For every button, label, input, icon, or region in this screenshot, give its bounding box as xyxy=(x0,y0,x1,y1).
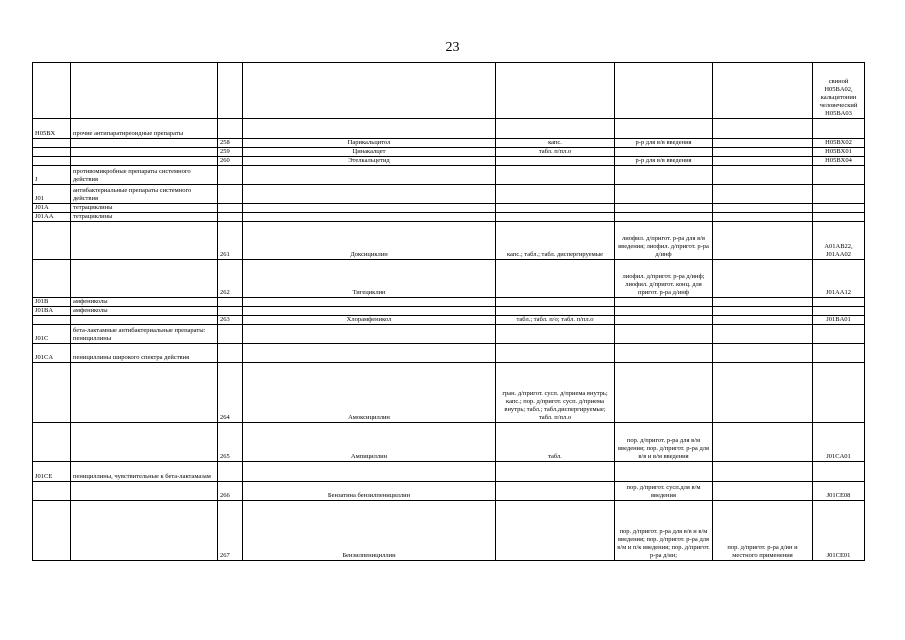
other-form-cell xyxy=(713,157,813,166)
group-description-cell xyxy=(71,157,218,166)
group-description-cell xyxy=(71,222,218,260)
atc-group-code-cell xyxy=(33,423,71,462)
atc-group-code-cell: J01BA xyxy=(33,307,71,316)
atc-code-cell xyxy=(813,325,865,344)
atc-code-cell: A01AB22, J01AA02 xyxy=(813,222,865,260)
row-number-cell xyxy=(218,166,243,185)
other-form-cell xyxy=(713,363,813,423)
atc-code-cell: J01CE01 xyxy=(813,501,865,561)
injection-form-cell xyxy=(615,185,713,204)
atc-code-cell xyxy=(813,344,865,363)
injection-form-cell xyxy=(615,204,713,213)
drug-name-cell: Ампициллин xyxy=(243,423,496,462)
row-number-cell xyxy=(218,119,243,139)
row-number-cell xyxy=(218,344,243,363)
table-row xyxy=(33,482,865,501)
other-form-cell xyxy=(713,462,813,482)
other-form-cell xyxy=(713,298,813,307)
drug-name-cell xyxy=(243,298,496,307)
dosage-form-cell xyxy=(496,185,615,204)
atc-code-cell: J01BA01 xyxy=(813,316,865,325)
atc-group-code-cell xyxy=(33,222,71,260)
atc-group-code-cell: J01C xyxy=(33,325,71,344)
group-description-cell xyxy=(71,482,218,501)
row-number-cell: 261 xyxy=(218,222,243,260)
dosage-form-cell xyxy=(496,325,615,344)
atc-code-cell xyxy=(813,298,865,307)
table-row xyxy=(33,222,865,260)
injection-form-cell: пор. д/пригот. р-ра для в/м введения; пор. д/пригот. р-ра для в/в и в/м введения xyxy=(615,423,713,462)
atc-code-cell xyxy=(813,363,865,423)
drug-name-cell xyxy=(243,462,496,482)
row-number-cell: 258 xyxy=(218,139,243,148)
other-form-cell xyxy=(713,185,813,204)
dosage-form-cell xyxy=(496,119,615,139)
group-description-cell xyxy=(71,501,218,561)
injection-form-cell xyxy=(615,316,713,325)
dosage-form-cell xyxy=(496,63,615,119)
drug-name-cell: Парикальцитол xyxy=(243,139,496,148)
row-number-cell xyxy=(218,63,243,119)
row-number-cell: 266 xyxy=(218,482,243,501)
injection-form-cell: р-р для в/в введения xyxy=(615,157,713,166)
drug-name-cell xyxy=(243,344,496,363)
table-row xyxy=(33,213,865,222)
group-description-cell xyxy=(71,148,218,157)
drug-name-cell xyxy=(243,63,496,119)
injection-form-cell xyxy=(615,344,713,363)
dosage-form-cell xyxy=(496,462,615,482)
group-description-cell xyxy=(71,423,218,462)
drug-name-cell xyxy=(243,325,496,344)
table-row xyxy=(33,185,865,204)
atc-code-cell xyxy=(813,462,865,482)
atc-group-code-cell xyxy=(33,482,71,501)
other-form-cell xyxy=(713,222,813,260)
drug-name-cell xyxy=(243,119,496,139)
atc-group-code-cell: J01 xyxy=(33,185,71,204)
row-number-cell: 267 xyxy=(218,501,243,561)
other-form-cell xyxy=(713,423,813,462)
row-number-cell xyxy=(218,462,243,482)
atc-group-code-cell xyxy=(33,260,71,298)
group-description-cell: тетрациклины xyxy=(71,213,218,222)
other-form-cell xyxy=(713,307,813,316)
other-form-cell xyxy=(713,204,813,213)
table-row xyxy=(33,63,865,119)
dosage-form-cell xyxy=(496,204,615,213)
drug-list-table xyxy=(32,62,865,561)
table-row xyxy=(33,307,865,316)
dosage-form-cell xyxy=(496,482,615,501)
row-number-cell: 264 xyxy=(218,363,243,423)
injection-form-cell: р-р для в/в введения xyxy=(615,139,713,148)
drug-name-cell xyxy=(243,185,496,204)
dosage-form-cell: капс.; табл.; табл. диспергируемые xyxy=(496,222,615,260)
drug-name-cell: Амоксициллин xyxy=(243,363,496,423)
dosage-form-cell xyxy=(496,157,615,166)
table-row xyxy=(33,157,865,166)
row-number-cell xyxy=(218,185,243,204)
dosage-form-cell: гран. д/пригот. сусп. д/приема внутрь; капс.; пор. д/пригот. сусп. д/приема внутрь; табл.; табл.диспергируемые; табл. п/пл.о xyxy=(496,363,615,423)
drug-name-cell: Тигециклин xyxy=(243,260,496,298)
other-form-cell xyxy=(713,325,813,344)
drug-name-cell xyxy=(243,204,496,213)
other-form-cell xyxy=(713,344,813,363)
atc-group-code-cell: J01A xyxy=(33,204,71,213)
table-row xyxy=(33,325,865,344)
atc-code-cell xyxy=(813,307,865,316)
atc-group-code-cell xyxy=(33,139,71,148)
other-form-cell xyxy=(713,63,813,119)
atc-code-cell: свиной H05BA02, кальцитонин человеческий H05BA03 xyxy=(813,63,865,119)
atc-code-cell: H05BX01 xyxy=(813,148,865,157)
other-form-cell xyxy=(713,148,813,157)
atc-group-code-cell: J01CA xyxy=(33,344,71,363)
table-row xyxy=(33,298,865,307)
group-description-cell: противомикробные препараты системного действия xyxy=(71,166,218,185)
group-description-cell: тетрациклины xyxy=(71,204,218,213)
injection-form-cell xyxy=(615,63,713,119)
dosage-form-cell xyxy=(496,501,615,561)
atc-group-code-cell xyxy=(33,63,71,119)
row-number-cell xyxy=(218,298,243,307)
atc-code-cell xyxy=(813,213,865,222)
dosage-form-cell: капс. xyxy=(496,139,615,148)
other-form-cell xyxy=(713,482,813,501)
other-form-cell xyxy=(713,213,813,222)
other-form-cell xyxy=(713,316,813,325)
table-row xyxy=(33,462,865,482)
atc-group-code-cell xyxy=(33,148,71,157)
row-number-cell: 260 xyxy=(218,157,243,166)
other-form-cell xyxy=(713,119,813,139)
table-row xyxy=(33,204,865,213)
dosage-form-cell xyxy=(496,344,615,363)
drug-name-cell: Бензилпенициллин xyxy=(243,501,496,561)
atc-code-cell: J01CE08 xyxy=(813,482,865,501)
table-row xyxy=(33,148,865,157)
row-number-cell xyxy=(218,204,243,213)
atc-code-cell: H05BX02 xyxy=(813,139,865,148)
group-description-cell xyxy=(71,316,218,325)
injection-form-cell xyxy=(615,307,713,316)
table-row xyxy=(33,260,865,298)
injection-form-cell xyxy=(615,213,713,222)
atc-group-code-cell xyxy=(33,157,71,166)
group-description-cell: бета-лактамные антибактериальные препараты: пенициллины xyxy=(71,325,218,344)
table-row xyxy=(33,501,865,561)
group-description-cell: прочие антипаратиреоидные препараты xyxy=(71,119,218,139)
dosage-form-cell xyxy=(496,307,615,316)
atc-group-code-cell: J01CE xyxy=(33,462,71,482)
table-row xyxy=(33,139,865,148)
injection-form-cell xyxy=(615,325,713,344)
dosage-form-cell xyxy=(496,166,615,185)
dosage-form-cell xyxy=(496,298,615,307)
drug-name-cell xyxy=(243,213,496,222)
drug-name-cell: Хлорамфеникол xyxy=(243,316,496,325)
atc-group-code-cell: J xyxy=(33,166,71,185)
row-number-cell xyxy=(218,213,243,222)
atc-group-code-cell xyxy=(33,363,71,423)
table-row xyxy=(33,166,865,185)
group-description-cell xyxy=(71,260,218,298)
injection-form-cell xyxy=(615,119,713,139)
group-description-cell: антибактериальные препараты системного действия xyxy=(71,185,218,204)
group-description-cell xyxy=(71,363,218,423)
atc-group-code-cell xyxy=(33,316,71,325)
group-description-cell: пенициллины широкого спектра действия xyxy=(71,344,218,363)
row-number-cell: 262 xyxy=(218,260,243,298)
atc-code-cell xyxy=(813,119,865,139)
row-number-cell: 259 xyxy=(218,148,243,157)
injection-form-cell: пор. д/пригот. р-ра для в/в и в/м введения; пор. д/пригот. р-ра для в/м и п/к введения; пор. д/пригот. р-ра д/ин; xyxy=(615,501,713,561)
other-form-cell xyxy=(713,260,813,298)
injection-form-cell xyxy=(615,148,713,157)
dosage-form-cell xyxy=(496,260,615,298)
atc-group-code-cell: J01B xyxy=(33,298,71,307)
dosage-form-cell: табл. п/пл.о xyxy=(496,148,615,157)
atc-code-cell: J01CA01 xyxy=(813,423,865,462)
table-row xyxy=(33,423,865,462)
group-description-cell: амфениколы xyxy=(71,298,218,307)
injection-form-cell: лиофил. д/пригот. р-ра для в/в введения; лиофил. д/пригот. р-ра д/инф xyxy=(615,222,713,260)
drug-name-cell: Этелкальцетид xyxy=(243,157,496,166)
table-row xyxy=(33,119,865,139)
atc-code-cell xyxy=(813,185,865,204)
row-number-cell: 265 xyxy=(218,423,243,462)
group-description-cell: пенициллины, чувствительные к бета-лактамазам xyxy=(71,462,218,482)
other-form-cell xyxy=(713,139,813,148)
injection-form-cell xyxy=(615,298,713,307)
injection-form-cell xyxy=(615,363,713,423)
drug-name-cell: Цинакалцет xyxy=(243,148,496,157)
atc-code-cell: H05BX04 xyxy=(813,157,865,166)
page-number: 23 xyxy=(445,40,460,55)
table-row xyxy=(33,344,865,363)
dosage-form-cell: табл.; табл. п/о; табл. п/пл.о xyxy=(496,316,615,325)
other-form-cell: пор. д/пригот. р-ра д/ин и местного применения xyxy=(713,501,813,561)
dosage-form-cell xyxy=(496,213,615,222)
atc-group-code-cell xyxy=(33,501,71,561)
row-number-cell xyxy=(218,325,243,344)
group-description-cell: амфениколы xyxy=(71,307,218,316)
injection-form-cell: пор. д/пригот. сусп.для в/м введения xyxy=(615,482,713,501)
table-row xyxy=(33,316,865,325)
injection-form-cell: лиофил. д/пригот. р-ра д/инф; лиофил. д/пригот. конц. для пригот. р-ра д/инф xyxy=(615,260,713,298)
drug-name-cell: Бензатина бензилпенициллин xyxy=(243,482,496,501)
group-description-cell xyxy=(71,139,218,148)
drug-name-cell xyxy=(243,307,496,316)
dosage-form-cell: табл. xyxy=(496,423,615,462)
atc-code-cell xyxy=(813,204,865,213)
drug-name-cell: Доксициклин xyxy=(243,222,496,260)
atc-code-cell: J01AA12 xyxy=(813,260,865,298)
drug-name-cell xyxy=(243,166,496,185)
row-number-cell: 263 xyxy=(218,316,243,325)
atc-group-code-cell: J01AA xyxy=(33,213,71,222)
atc-group-code-cell: H05BX xyxy=(33,119,71,139)
other-form-cell xyxy=(713,166,813,185)
row-number-cell xyxy=(218,307,243,316)
table-row xyxy=(33,363,865,423)
injection-form-cell xyxy=(615,166,713,185)
group-description-cell xyxy=(71,63,218,119)
injection-form-cell xyxy=(615,462,713,482)
atc-code-cell xyxy=(813,166,865,185)
